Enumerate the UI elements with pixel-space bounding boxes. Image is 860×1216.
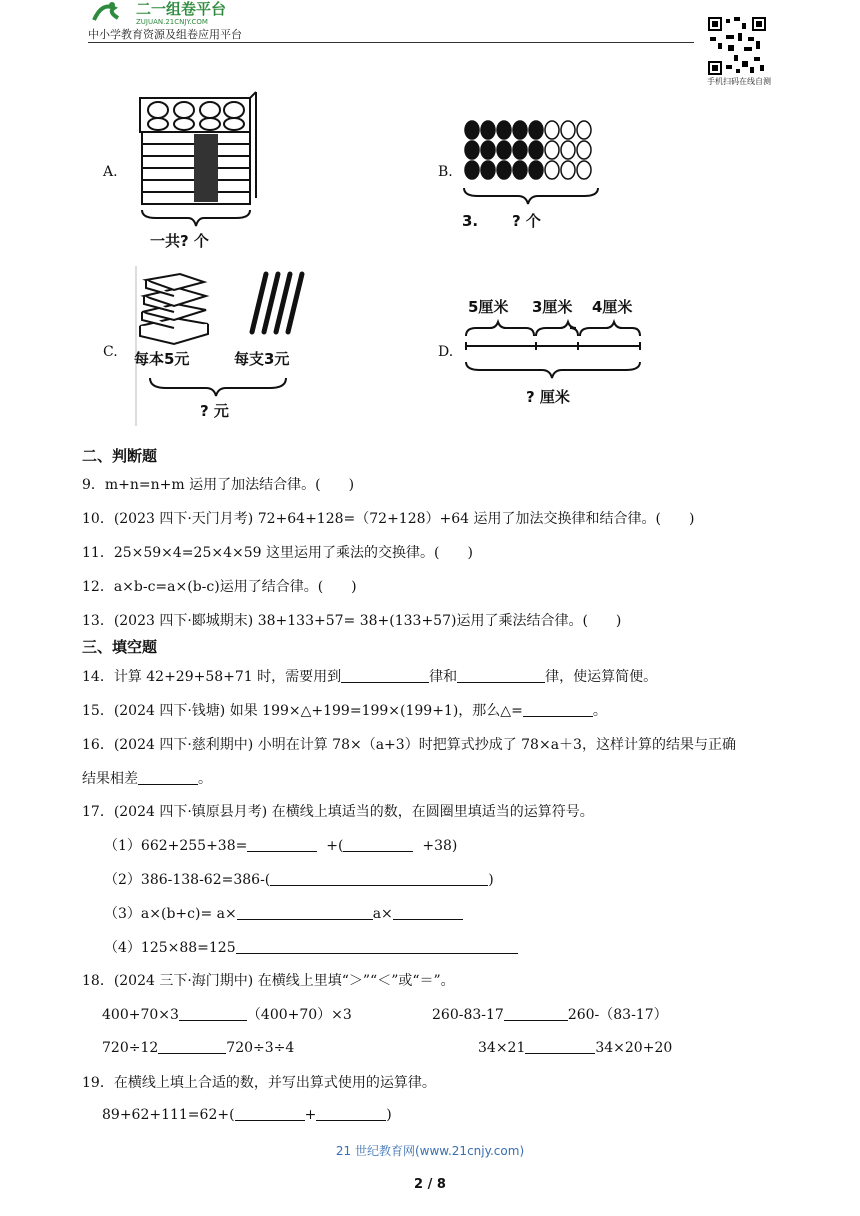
question-11: 11．25×59×4=25×4×59 这里运用了乘法的交换律。( ) xyxy=(82,545,473,561)
question-10: 10．(2023 四下·天门月考) 72+64+128=（72+128）+64 运用了加法交换律和结合律。( ) xyxy=(82,511,695,527)
section-judge-title: 二、判断题 xyxy=(82,447,158,465)
filled-dot xyxy=(529,141,543,159)
answer-blank[interactable] xyxy=(237,905,373,920)
svg-text:3.: 3. xyxy=(462,212,479,230)
answer-blank[interactable] xyxy=(343,837,413,852)
answer-blank[interactable] xyxy=(138,770,198,785)
question-17: 17．(2024 四下·镇原县月考) 在横线上填适当的数，在圆圈里填适当的运算符号。 xyxy=(82,804,594,820)
question-19-expression: 89+62+111=62+( + ) xyxy=(102,1107,392,1123)
question-12: 12．a×b-c=a×(b-c)运用了结合律。( ) xyxy=(82,579,357,595)
question-17-part1: （1）662+255+38= +( +38) xyxy=(104,838,458,854)
option-c-total: ? 元 xyxy=(200,402,229,420)
hollow-dot xyxy=(545,141,559,159)
answer-blank[interactable] xyxy=(235,1106,305,1121)
dots-figure xyxy=(460,116,606,236)
filled-dot xyxy=(497,161,511,179)
filled-dot xyxy=(513,161,527,179)
hollow-dot xyxy=(561,141,575,159)
question-18: 18．(2024 三下·海门期中) 在横线上里填“＞”“＜”或“＝”。 xyxy=(82,973,455,989)
hollow-dot xyxy=(577,161,591,179)
chocolate-boxes-figure xyxy=(128,88,264,256)
qr-caption: 手机扫码在线自测 xyxy=(707,77,771,86)
option-d-seg2: 3厘米 xyxy=(532,298,573,316)
filled-dot xyxy=(465,161,479,179)
question-9: 9．m+n=n+m 运用了加法结合律。( ) xyxy=(82,477,355,493)
option-d-seg3: 4厘米 xyxy=(592,298,633,316)
option-c-book-price: 每本5元 xyxy=(134,350,190,368)
option-b-label: B. xyxy=(438,164,453,180)
filled-dot xyxy=(497,121,511,139)
option-b-total: ? 个 xyxy=(512,212,541,230)
filled-dot xyxy=(481,141,495,159)
question-18-item2: 260-83-17 260-（83-17） xyxy=(432,1007,668,1023)
logo-url: ZUJUAN.21CNJY.COM xyxy=(136,18,208,26)
qr-code-icon xyxy=(708,17,766,75)
answer-blank[interactable] xyxy=(504,1006,568,1021)
question-17-part4: （4）125×88=125 xyxy=(104,937,518,957)
section-fill-title: 三、填空题 xyxy=(82,638,158,656)
question-16-line2: 结果相差 。 xyxy=(82,771,212,787)
hollow-dot xyxy=(545,121,559,139)
filled-dot xyxy=(513,141,527,159)
question-18-item4: 34×21 34×20+20 xyxy=(478,1040,673,1056)
question-19: 19．在横线上填上合适的数，并写出算式使用的运算律。 xyxy=(82,1075,436,1091)
question-18-item1: 400+70×3 （400+70）×3 xyxy=(102,1007,352,1023)
answer-blank[interactable] xyxy=(179,1006,247,1021)
option-c-pen-price: 每支3元 xyxy=(234,350,290,368)
answer-blank[interactable] xyxy=(316,1106,386,1121)
filled-dot xyxy=(481,161,495,179)
filled-dot xyxy=(481,121,495,139)
hollow-dot xyxy=(577,141,591,159)
filled-dot xyxy=(529,121,543,139)
option-c-label: C. xyxy=(103,344,118,360)
answer-blank[interactable] xyxy=(341,668,429,683)
option-a-label: A. xyxy=(103,164,118,180)
filled-dot xyxy=(513,121,527,139)
footer-website-link[interactable]: 21 世纪教育网(www.21cnjy.com) xyxy=(335,1144,525,1158)
answer-blank[interactable] xyxy=(393,905,463,920)
books-pens-figure xyxy=(130,266,308,426)
header-divider xyxy=(88,42,694,43)
answer-blank[interactable] xyxy=(525,1039,595,1054)
answer-blank[interactable] xyxy=(523,702,593,717)
answer-blank[interactable] xyxy=(270,871,488,886)
question-13: 13．(2023 四下·郾城期末) 38+133+57= 38+(133+57)运用了乘法结合律。( ) xyxy=(82,613,622,629)
answer-blank[interactable] xyxy=(247,837,317,852)
option-d-total: ? 厘米 xyxy=(526,388,570,406)
hollow-dot xyxy=(561,161,575,179)
hollow-dot xyxy=(545,161,559,179)
answer-blank[interactable] xyxy=(236,939,518,954)
answer-blank[interactable] xyxy=(457,668,545,683)
option-a-total: 一共? 个 xyxy=(150,232,209,250)
filled-dot xyxy=(529,161,543,179)
question-16-line1: 16．(2024 四下·慈利期中) 小明在计算 78×（a+3）时把算式抄成了 78×a＋3，这样计算的结果与正确 xyxy=(82,737,736,753)
option-d-seg1: 5厘米 xyxy=(468,298,509,316)
question-18-item3: 720÷12 720÷3÷4 xyxy=(102,1040,295,1056)
filled-dot xyxy=(465,121,479,139)
option-d-label: D. xyxy=(438,344,454,360)
question-14: 14．计算 42+29+58+71 时，需要用到 律和 律，使运算简便。 xyxy=(82,669,658,685)
line-segments-figure xyxy=(462,290,648,414)
hollow-dot xyxy=(577,121,591,139)
question-15: 15．(2024 四下·钱塘) 如果 199×△+199=199×(199+1)，那么△= 。 xyxy=(82,703,607,719)
question-17-part2: （2）386-138-62=386-( ) xyxy=(104,872,494,888)
filled-dot xyxy=(465,141,479,159)
filled-dot xyxy=(497,141,511,159)
header-subtitle: 中小学教育资源及组卷应用平台 xyxy=(88,28,242,41)
platform-logo xyxy=(88,0,273,26)
answer-blank[interactable] xyxy=(158,1039,226,1054)
question-17-part3: （3）a×(b+c)= a× a× xyxy=(104,903,463,923)
page-number: 2 / 8 xyxy=(414,1177,446,1192)
hollow-dot xyxy=(561,121,575,139)
logo-text: 二一组卷平台 xyxy=(136,0,227,18)
